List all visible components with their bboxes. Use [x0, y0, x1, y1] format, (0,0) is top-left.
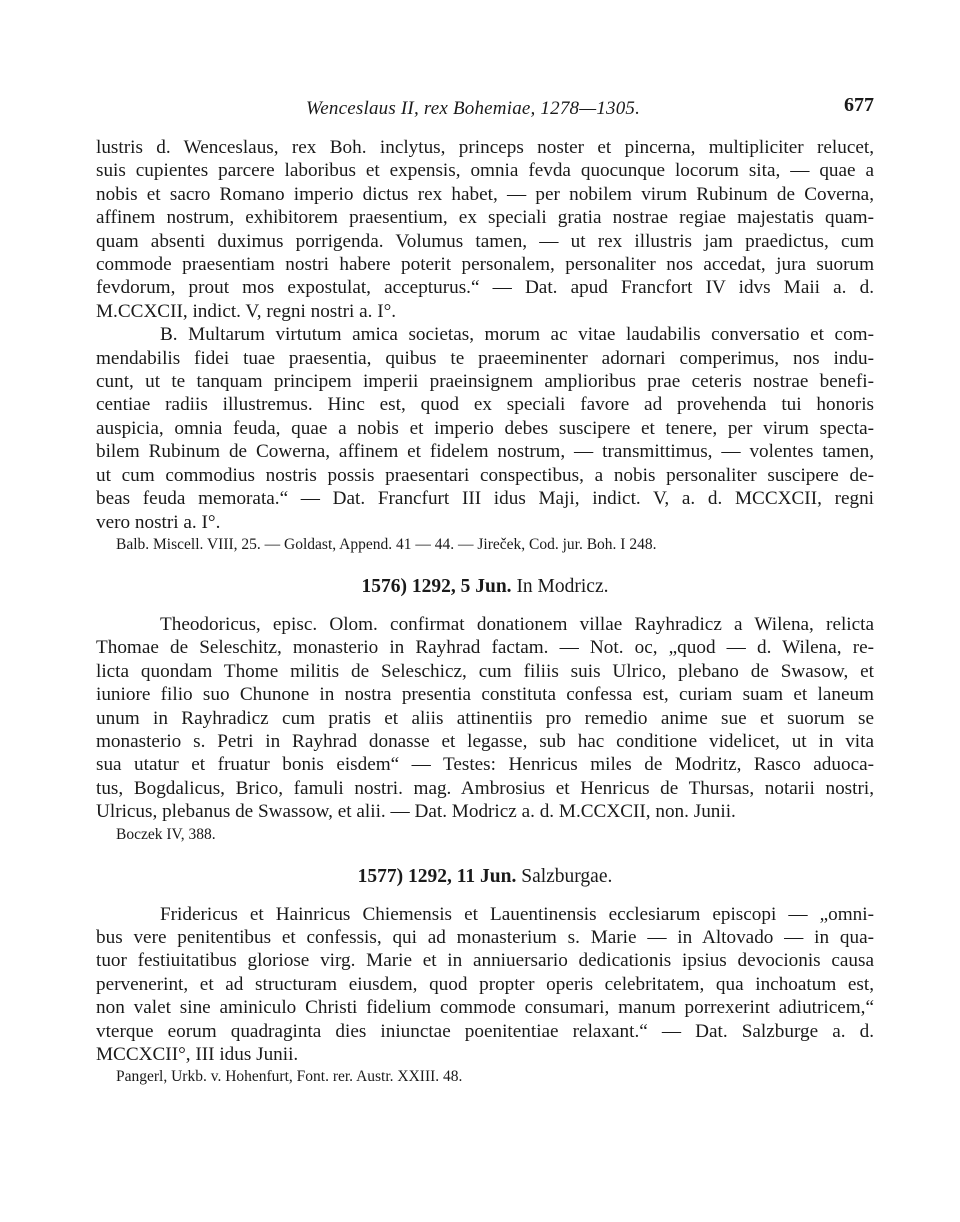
text-line: non valet sine aminiculo Christi fidelium commode consumari, manum porrexerint adiutricem,“	[96, 997, 874, 1019]
text-line: ut cum commodius nostris possis praesentari conspectibus, a nobis personaliter suscipere de-	[96, 464, 874, 486]
source-citation: Pangerl, Urkb. v. Hohenfurt, Font. rer. Austr. XXIII. 48.	[116, 1068, 463, 1086]
text-line: vterque eorum quadraginta dies iniunctae poenitentiae relaxant.“ — Dat. Salzburge a. d.	[96, 1020, 874, 1042]
document-number-date: 1577) 1292, 11 Jun.	[357, 865, 517, 887]
running-title: Wenceslaus II, rex Bohemiae, 1278—1305.	[306, 98, 641, 119]
text-line: Thomae de Seleschitz, monasterio in Rayhrad factam. — Not. oc, „quod — d. Wilena, re-	[96, 637, 874, 659]
document-1577-text	[96, 903, 874, 1088]
charter-text-continued	[96, 136, 874, 323]
text-line: tuor festiuitatibus gloriose virg. Marie et in anniuersario dedicationis ipsius devocionis causa	[96, 950, 874, 972]
text-line: Ulricus, plebanus de Swassow, et alii. — Dat. Modricz a. d. M.CCXCII, non. Junii.	[96, 801, 736, 823]
text-line: tus, Bogdalicus, Brico, famuli nostri. mag. Ambrosius et Henricus de Thursas, notarii nostri,	[96, 777, 874, 799]
text-line: auspicia, omnia feuda, quae a nobis et imperio debes suscipere et tenere, per virum specta-	[96, 417, 874, 439]
text-line: MCCXCII°, III idus Junii.	[96, 1044, 299, 1065]
text-line: unum in Rayhradicz cum pratis et aliis attinentiis pro remedio anime sue et suorum se	[96, 707, 874, 729]
text-line: iuniore filio suo Chunone in nostra presentia constituta confessa est, curiam suam et laneum	[96, 684, 874, 706]
text-line: fevdorum, prout mos expostulat, accepturus.“ — Dat. apud Francfort IV idvs Maii a. d.	[96, 277, 874, 299]
page-number: 677	[844, 94, 874, 116]
text-line: nobis et sacro Romano imperio dictus rex habet, — per nobilem virum Rubinum de Coverna,	[96, 183, 874, 205]
document-heading-1576	[96, 575, 874, 599]
document-heading-1577	[96, 865, 874, 889]
text-line: Theodoricus, episc. Olom. confirmat donationem villae Rayhradicz a Wilena, relicta	[160, 613, 874, 635]
text-line: vero nostri a. I°.	[96, 511, 221, 533]
text-line: beas feuda memorata.“ — Dat. Francfurt III idus Maji, indict. V, a. d. MCCXCII, regni	[96, 488, 874, 510]
text-line: lustris d. Wenceslaus, rex Boh. inclytus, princeps noster et pincerna, multipliciter relucet,	[96, 137, 874, 158]
document-page	[96, 88, 874, 1087]
text-line: commode praesentiam nostri habere poterit personalem, personaliter nos accedat, jura suorum	[96, 254, 874, 276]
text-line: suis cupientes parcere laboribus et expensis, omnia fevda quocunque locorum sita, — quae a	[96, 160, 874, 182]
text-line: B. Multarum virtutum amica societas, morum ac vitae laudabilis conversatio et com-	[160, 324, 874, 346]
text-line: bilem Rubinum de Cowerna, affinem et fidelem nostrum, — transmittimus, — volentes tamen,	[96, 441, 874, 463]
text-line: licta quondam Thome militis de Seleschicz, cum filiis suis Ulrico, plebano de Swasow, et	[96, 660, 874, 682]
document-place: In Modricz.	[516, 575, 609, 597]
text-line: quam absenti duximus porrigenda. Volumus tamen, — ut rex illustris jam praedictus, cum	[96, 230, 874, 252]
text-line: bus vere penitentibus et confessis, qui ad monasterium s. Marie — in Altovado — in qua-	[96, 926, 874, 948]
text-line: sua utatur et fruatur bonis eisdem“ — Testes: Henricus miles de Modritz, Rasco aduoca-	[96, 754, 874, 776]
charter-text-b	[96, 323, 874, 555]
text-line: M.CCXCII, indict. V, regni nostri a. I°.	[96, 300, 397, 322]
text-line: monasterio s. Petri in Rayhrad donasse et legasse, sub hac conditione videlicet, ut in vita	[96, 730, 874, 752]
text-line: mendabilis fidei tuae praesentia, quibus te praeeminenter adornari comperimus, nos indu-	[96, 347, 874, 369]
text-line: centiae radiis illustremus. Hinc est, quod ex speciali favore ad provehenda tui honoris	[96, 394, 874, 416]
text-line: Fridericus et Hainricus Chiemensis et Lauentinensis ecclesiarum episcopi — „omni-	[160, 903, 874, 925]
document-place: Salzburgae.	[521, 865, 613, 887]
source-citation: Balb. Miscell. VIII, 25. — Goldast, Append. 41 — 44. — Jireček, Cod. jur. Boh. I 248.	[116, 535, 657, 553]
page-header	[96, 88, 874, 124]
text-line: cunt, ut te tanquam principem imperii praeinsignem amplioribus prae ceteris nostrae benefi-	[96, 371, 874, 393]
document-number-date: 1576) 1292, 5 Jun.	[361, 575, 512, 597]
document-1576-text	[96, 613, 874, 845]
text-line: affinem nostrum, exhibitorem praesentium, ex speciali gratia nostrae regiae majestatis quam-	[96, 207, 874, 229]
source-citation: Boczek IV, 388.	[116, 825, 216, 843]
text-line: pervenerint, et ad structuram eiusdem, quod propter operis celebritatem, qua inchoatum est,	[96, 973, 874, 995]
